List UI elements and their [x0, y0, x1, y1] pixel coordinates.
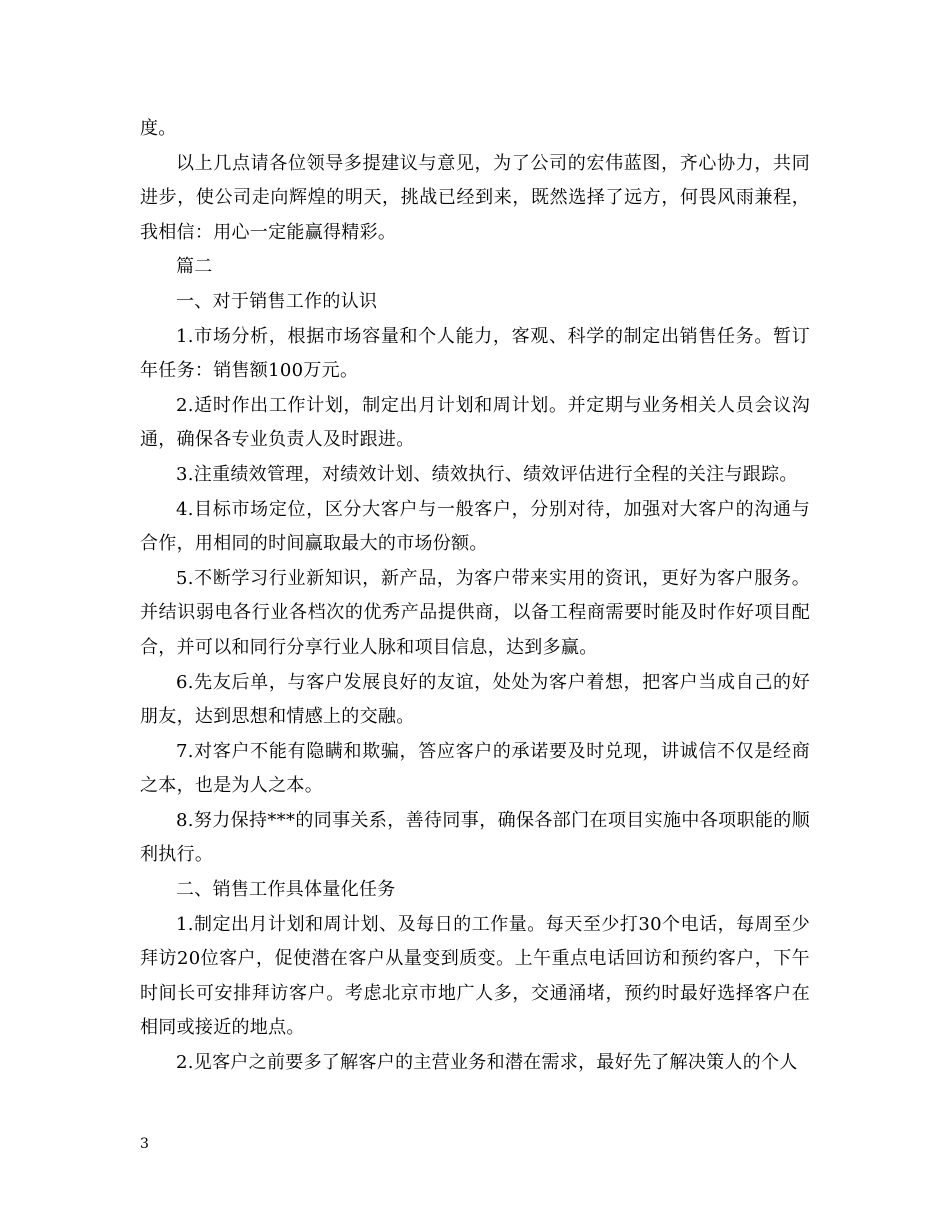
- list-item-4: 4.目标市场定位，区分大客户与一般客户，分别对待，加强对大客户的沟通与合作，用相同的时间赢取最大的市场份额。: [140, 498, 810, 555]
- section-heading-sales-understanding: 一、对于销售工作的认识: [176, 290, 378, 312]
- section-heading-part-two: 篇二: [176, 256, 213, 278]
- list-item-5: 5.不断学习行业新知识，新产品，为客户带来实用的资讯，更好为客户服务。并结识弱电各行业各档次的优秀产品提供商，以备工程商需要时能及时作好项目配合，并可以和同行分享行业人脉和项目信息，达到多赢。: [140, 567, 810, 658]
- list-item-2: 2.适时作出工作计划，制定出月计划和周计划。并定期与业务相关人员会议沟通，确保各专业负责人及时跟进。: [140, 394, 810, 451]
- page-number: 3: [140, 1136, 149, 1152]
- section-heading-quantified-tasks: 二、销售工作具体量化任务: [176, 879, 396, 901]
- paragraph-closing-remarks: 以上几点请各位领导多提建议与意见，为了公司的宏伟蓝图，齐心协力，共同进步，使公司走向辉煌的明天，挑战已经到来，既然选择了远方，何畏风雨兼程，我相信：用心一定能赢得精彩。: [140, 152, 810, 243]
- list-item-3: 3.注重绩效管理，对绩效计划、绩效执行、绩效评估进行全程的关注与跟踪。: [176, 463, 798, 485]
- list-item-8: 8.努力保持***的同事关系，善待同事，确保各部门在项目实施中各项职能的顺利执行。: [140, 809, 810, 866]
- list-item-7: 7.对客户不能有隐瞒和欺骗，答应客户的承诺要及时兑现，讲诚信不仅是经商之本，也是为人之本。: [140, 740, 810, 797]
- paragraph-continuation: 度。: [140, 118, 177, 139]
- task-item-1: 1.制定出月计划和周计划、及每日的工作量。每天至少打30个电话，每周至少拜访20位客户，促使潜在客户从量变到质变。上午重点电话回访和预约客户，下午时间长可安排拜访客户。考虑北京市地广人多，交通涌堵，预约时最好选择客户在相同或接近的地点。: [140, 913, 810, 1039]
- document-body: [140, 112, 810, 1081]
- list-item-6: 6.先友后单，与客户发展良好的友谊，处处为客户着想，把客户当成自己的好朋友，达到思想和情感上的交融。: [140, 671, 810, 728]
- task-item-2: 2.见客户之前要多了解客户的主营业务和潜在需求，最好先了解决策人的个人: [176, 1052, 798, 1074]
- list-item-1: 1.市场分析，根据市场容量和个人能力，客观、科学的制定出销售任务。暂订年任务：销售额100万元。: [140, 325, 810, 382]
